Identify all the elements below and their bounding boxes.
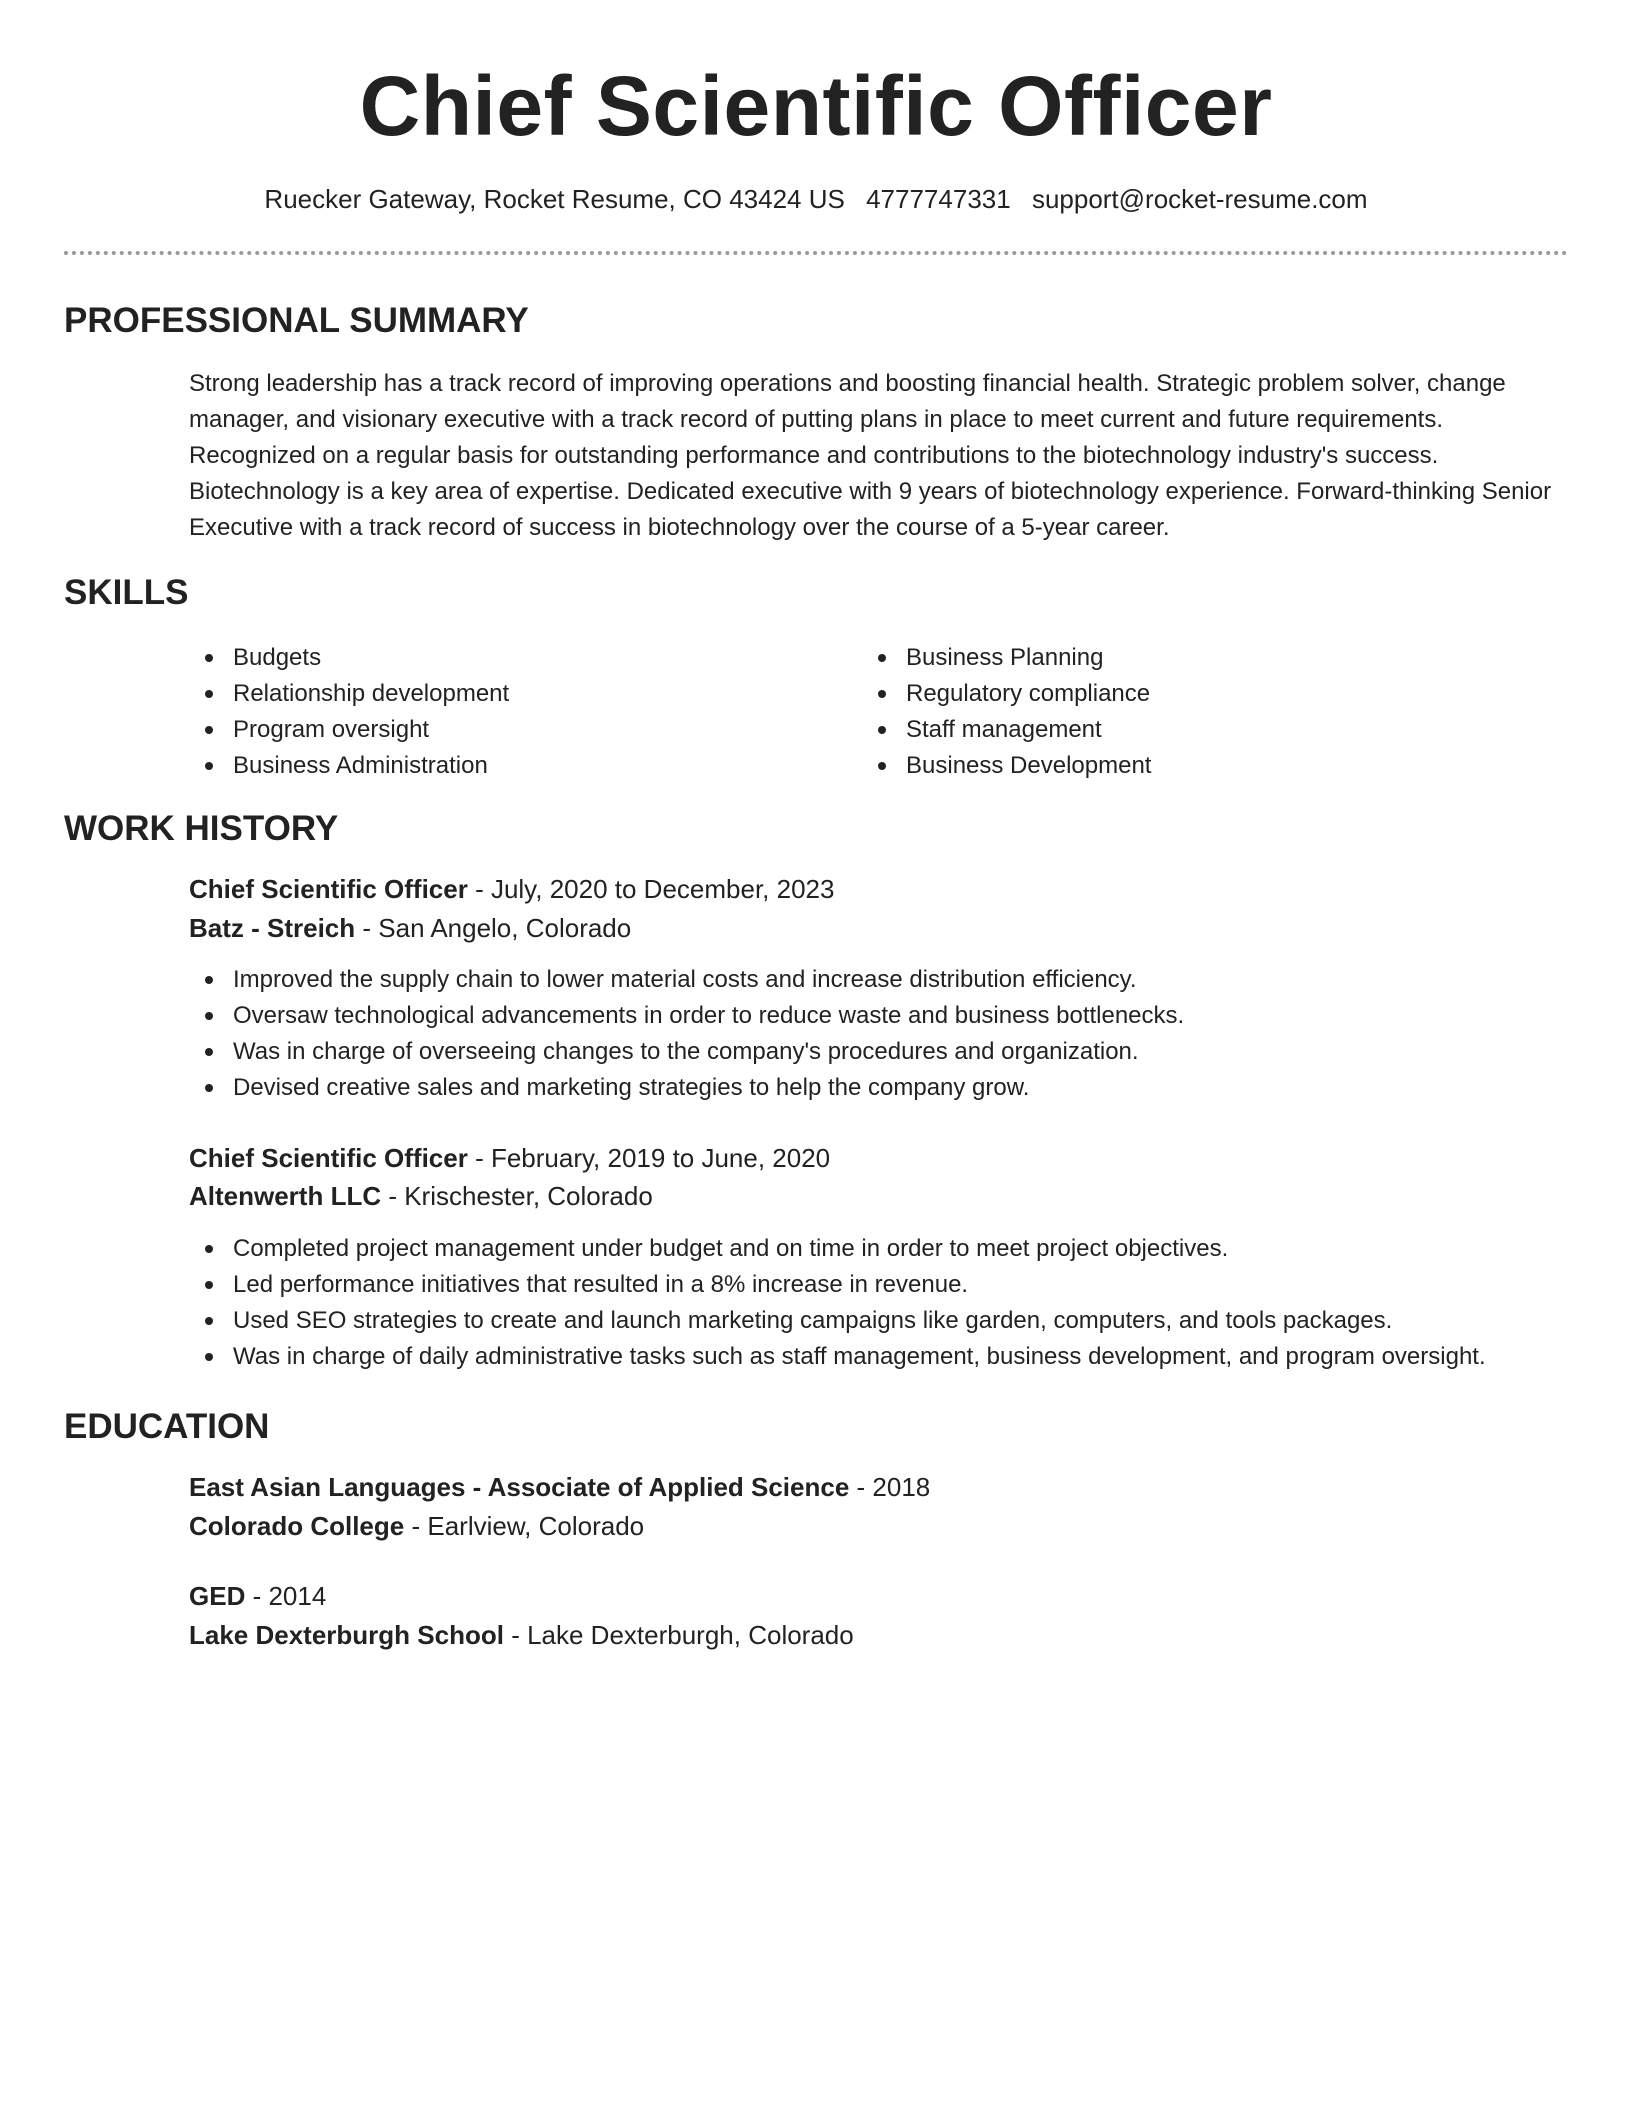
job-bullet: Was in charge of daily administrative tasks such as staff management, business development, and program oversight. [189,1339,1589,1375]
summary-heading: PROFESSIONAL SUMMARY [64,301,529,340]
job-bullet: Led performance initiatives that resulted in a 8% increase in revenue. [189,1267,1589,1303]
skill-item: Business Development [862,748,1462,784]
job-role: Chief Scientific Officer [189,1143,468,1173]
job-bullet: Improved the supply chain to lower material costs and increase distribution efficiency. [189,962,1589,998]
job-company-line [189,911,631,945]
skill-item: Business Administration [189,748,789,784]
education-degree-line [189,1579,326,1613]
education-school: Colorado College [189,1511,405,1541]
job-title-line [189,1141,830,1175]
work-heading: WORK HISTORY [64,809,339,848]
education-location: - Earlview, Colorado [404,1511,645,1541]
education-heading: EDUCATION [64,1407,270,1446]
skill-item: Regulatory compliance [862,676,1462,712]
job-role: Chief Scientific Officer [189,874,468,904]
skill-item: Relationship development [189,676,789,712]
resume-name: Chief Scientific Officer [359,59,1273,153]
header-divider [64,251,1568,255]
job-bullet: Oversaw technological advancements in order to reduce waste and business bottlenecks. [189,998,1589,1034]
education-degree: GED [189,1581,246,1611]
job-title-line [189,872,834,906]
skill-item: Budgets [189,640,789,676]
job-company: Altenwerth LLC [189,1181,382,1211]
skill-item: Business Planning [862,640,1462,676]
education-degree-line [189,1470,930,1504]
contact-address: Ruecker Gateway, Rocket Resume, CO 43424 US [264,184,845,214]
education-year: - 2018 [849,1472,931,1502]
job-location: - Krischester, Colorado [381,1181,653,1211]
contact-email: support@rocket-resume.com [1031,184,1368,214]
job-bullets [189,1231,1589,1375]
job-bullet: Devised creative sales and marketing strategies to help the company grow. [189,1070,1589,1106]
job-bullet: Completed project management under budget and on time in order to meet project objectives. [189,1231,1589,1267]
skills-list-left [189,640,789,784]
job-company: Batz - Streich [189,913,356,943]
job-bullets [189,962,1589,1106]
education-degree: East Asian Languages - Associate of Applied Science [189,1472,850,1502]
education-school-line [189,1618,854,1652]
skill-item: Program oversight [189,712,789,748]
skill-item: Staff management [862,712,1462,748]
contact-phone: 4777747331 [866,184,1011,214]
job-company-line [189,1179,653,1213]
skills-list-right [862,640,1462,784]
job-dates: - February, 2019 to June, 2020 [467,1143,831,1173]
education-school: Lake Dexterburgh School [189,1620,504,1650]
summary-text: Strong leadership has a track record of improving operations and boosting financial health. Strategic problem solver, change manager, and visionary executive with a track record of putting plans in place to meet current and future requirements. Recognized on a regular basis for outstanding performance and contributions to the biotechnology industry's success. Biotechnology is a key area of expertise. Dedicated executive with 9 years of biotechnology experience. Forward-thinking Senior Executive with a track record of success in biotechnology over the course of a 5-year career. [189,370,1552,541]
education-year: - 2014 [245,1581,327,1611]
job-bullet: Was in charge of overseeing changes to the company's procedures and organization. [189,1034,1589,1070]
education-location: - Lake Dexterburgh, Colorado [503,1620,854,1650]
job-bullet: Used SEO strategies to create and launch marketing campaigns like garden, computers, and tools packages. [189,1303,1589,1339]
contact-line [0,182,1632,216]
job-dates: - July, 2020 to December, 2023 [467,874,835,904]
education-school-line [189,1509,644,1543]
job-location: - San Angelo, Colorado [355,913,632,943]
skills-heading: SKILLS [64,573,189,612]
